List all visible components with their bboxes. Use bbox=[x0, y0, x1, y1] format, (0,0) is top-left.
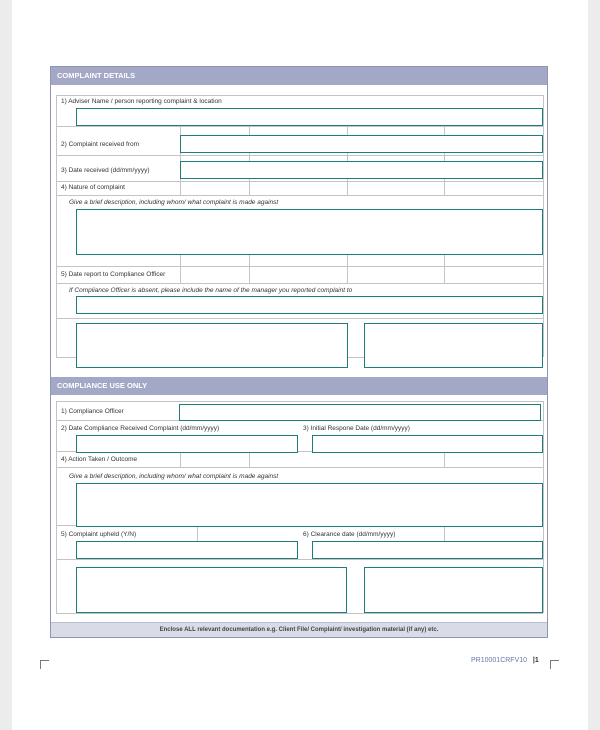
compliance-date-box[interactable] bbox=[364, 567, 543, 613]
grid-line bbox=[56, 401, 57, 613]
date-compliance-received-label: 2) Date Compliance Received Complaint (dd/mm/yyyy) bbox=[61, 425, 220, 432]
page-separator: | bbox=[532, 657, 535, 664]
signature-registering-box[interactable] bbox=[76, 323, 348, 368]
grid-line bbox=[56, 467, 543, 468]
grid-line bbox=[180, 254, 181, 284]
page-footer bbox=[471, 657, 539, 664]
signature-compliance-box[interactable] bbox=[76, 567, 347, 613]
complaint-date-box[interactable] bbox=[364, 323, 543, 368]
grid-line bbox=[56, 318, 543, 319]
nature-description-input[interactable] bbox=[76, 209, 543, 255]
grid-line bbox=[444, 254, 445, 284]
received-from-label: 2) Complaint received from bbox=[61, 141, 140, 148]
page-number: 1 bbox=[534, 657, 539, 664]
grid-line bbox=[56, 266, 543, 267]
complaint-details-heading: COMPLAINT DETAILS bbox=[51, 67, 547, 85]
grid-line bbox=[56, 401, 543, 402]
adviser-name-label: 1) Adviser Name / person reporting complaint & location bbox=[61, 98, 222, 105]
grid-line bbox=[56, 95, 543, 96]
grid-line bbox=[543, 401, 544, 613]
grid-line bbox=[180, 451, 181, 468]
grid-line bbox=[444, 451, 445, 468]
date-received-label: 3) Date received (dd/mm/yyyy) bbox=[61, 167, 150, 174]
grid-line bbox=[56, 126, 543, 127]
grid-line bbox=[56, 613, 543, 614]
complaint-form bbox=[50, 66, 548, 638]
initial-response-date-label: 3) Initial Respone Date (dd/mm/yyyy) bbox=[303, 425, 410, 432]
grid-line bbox=[56, 181, 543, 182]
action-description-input[interactable] bbox=[76, 483, 543, 527]
grid-line bbox=[249, 254, 250, 284]
grid-line bbox=[543, 95, 544, 357]
clearance-date-label: 6) Clearance date (dd/mm/yyyy) bbox=[303, 531, 396, 538]
manager-name-input[interactable] bbox=[76, 296, 543, 314]
grid-line bbox=[347, 254, 348, 284]
date-report-label: 5) Date report to Compliance Officer bbox=[61, 271, 166, 278]
nature-description-hint: Give a brief description, including whom/ what complaint is made against bbox=[69, 199, 279, 206]
grid-line bbox=[56, 155, 543, 156]
initial-response-date-input[interactable] bbox=[312, 435, 543, 453]
date-compliance-received-input[interactable] bbox=[76, 435, 298, 453]
crop-mark bbox=[550, 660, 559, 669]
action-taken-label: 4) Action Taken / Outcome bbox=[61, 456, 138, 463]
received-from-input[interactable] bbox=[180, 135, 543, 153]
date-received-input[interactable] bbox=[180, 161, 543, 179]
document-code: PR10001CRFV10 bbox=[471, 657, 528, 664]
complaint-upheld-label: 5) Complaint upheld (Y/N) bbox=[61, 531, 137, 538]
grid-line bbox=[249, 451, 250, 468]
action-description-hint: Give a brief description, including whom/ what complaint is made against bbox=[69, 473, 279, 480]
clearance-date-input[interactable] bbox=[312, 541, 543, 559]
grid-line bbox=[56, 195, 543, 196]
grid-line bbox=[56, 559, 543, 560]
compliance-use-heading: COMPLIANCE USE ONLY bbox=[51, 377, 547, 395]
compliance-officer-absent-hint: If Compliance Officer is absent, please include the name of the manager you reported complaint to bbox=[69, 287, 353, 294]
compliance-officer-input[interactable] bbox=[179, 404, 541, 421]
adviser-name-input[interactable] bbox=[76, 108, 543, 126]
complaint-upheld-input[interactable] bbox=[76, 541, 298, 559]
crop-mark bbox=[40, 660, 49, 669]
grid-line bbox=[56, 283, 543, 284]
compliance-officer-label: 1) Compliance Officer bbox=[61, 408, 124, 415]
nature-of-complaint-label: 4) Nature of complaint bbox=[61, 184, 125, 191]
enclose-documentation-note: Enclose ALL relevant documentation e.g. Client File/ Complaint/ investigation material (if any) etc. bbox=[51, 622, 547, 637]
